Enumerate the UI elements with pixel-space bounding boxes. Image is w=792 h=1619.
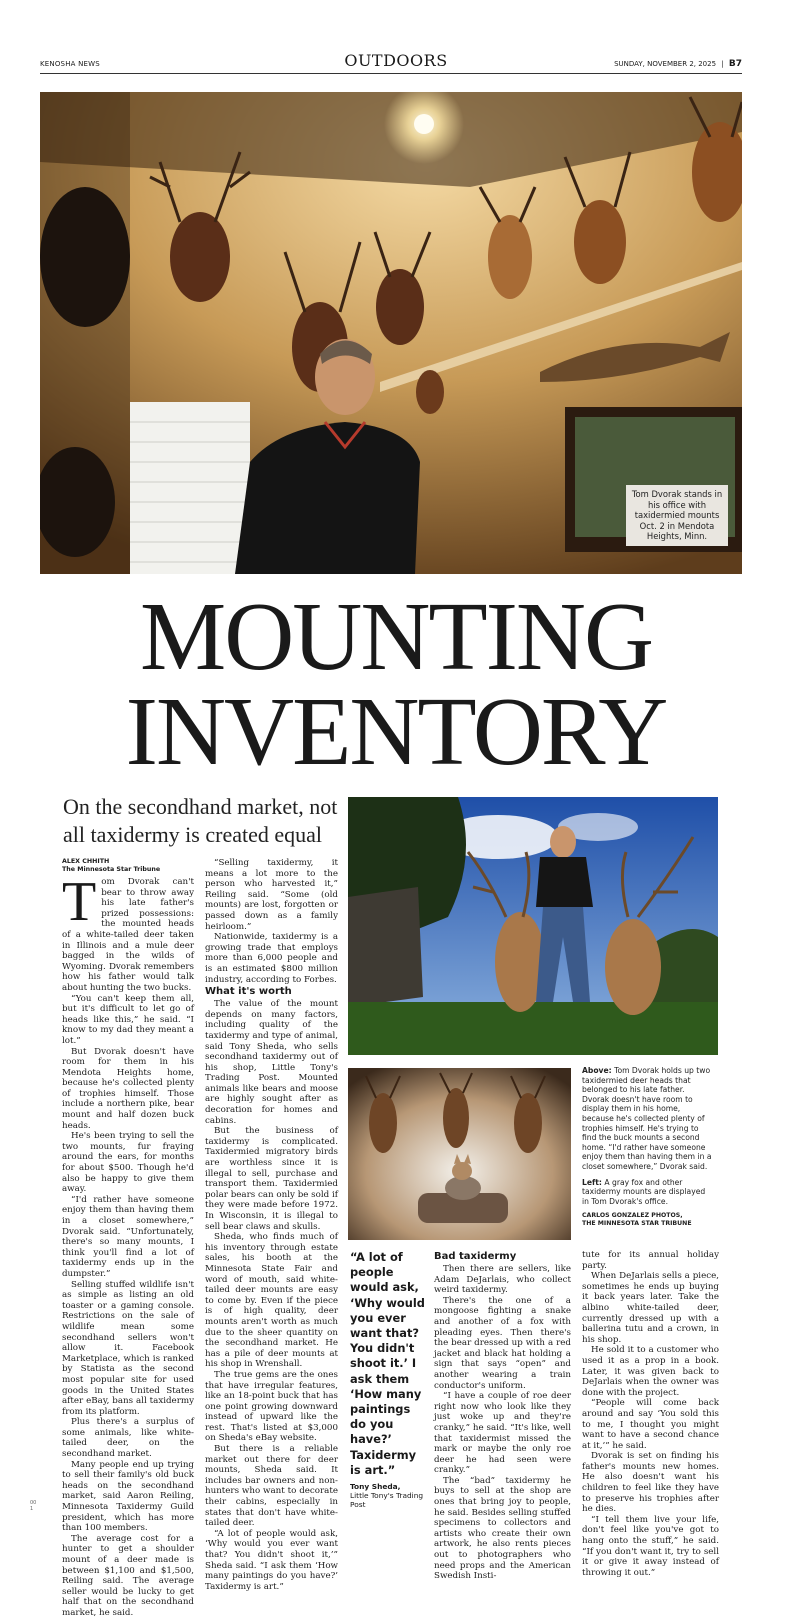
article-column-1: [62, 858, 194, 1619]
article-paragraph: The value of the mount depends on many factors, including quality of the taxidermy and type of animal, said Tony Sheda, who sells secondhand taxidermy out of his shop, Little Tony's Trading Post. Mounted animals like bears and moose are highly sought after as decoration for homes and cabins.: [205, 999, 338, 1126]
caption-left: [582, 1178, 714, 1207]
caption-text-above: Tom Dvorak holds up two taxidermied deer heads that belonged to his late father. Dvorak doesn't have room to display them in his home, because he's collected plenty of trophies himself. He's trying to find the buck mounts a second home. “I'd rather have someone enjoy them than having them in a closet somewhere,” Dvorak said.: [582, 1066, 712, 1171]
separator: |: [721, 60, 724, 68]
article-paragraph: “You can't keep them all, but it's difficult to let go of heads like this,” he said. “I know to my dad they meant a lot.”: [62, 993, 194, 1046]
caption-label-left: Left:: [582, 1177, 602, 1187]
article-paragraph: Then there are sellers, like Adam DeJarlais, who collect weird taxidermy.: [434, 1264, 571, 1296]
headline-line-1: MOUNTING: [139, 583, 653, 690]
article-paragraph: The average cost for a hunter to get a shoulder mount of a deer made is between $1,100 and $1,500, Reiling said. The average seller would be lucky to get half that on the secondhand market, he said.: [62, 1533, 194, 1618]
article-paragraph: Sheda, who finds much of his inventory through estate sales, his booth at the Minnesota State Fair and word of mouth, said white-tailed deer mounts are easy to come by. Even if the piece is of high quality, deer mounts aren't worth as much due to the sheer quantity on the secondhand market. He has a pile of deer mounts at his shop in Wrenshall.: [205, 1232, 338, 1370]
subhead-what-its-worth: What it's worth: [205, 986, 292, 998]
article-paragraph: “Selling taxidermy, it means a lot more to the person who harvested it,” Reiling said. “Some (old mounts) are lost, forgotten or passed down as a family heirloom.”: [205, 858, 338, 932]
article-paragraph: “I'd rather have someone enjoy them than having them in a closet somewhere,” Dvorak said. “Unfortunately, there's so many mounts, I think you'll find a lot of taxidermy ends up in the dumpster.”: [62, 1194, 194, 1279]
newspaper-name: KENOSHA NEWS: [40, 60, 100, 68]
pull-quote: “A lot of people would ask, ‘Why would you ever want that? You didn't shoot it.’ I ask them ‘How many paintings do you have?’ Taxidermy is art.”: [350, 1250, 425, 1477]
drop-cap: T: [62, 871, 97, 933]
photo-credit-line-1: CARLOS GONZALEZ PHOTOS,: [582, 1212, 683, 1220]
article-paragraph: [62, 871, 194, 994]
hero-caption: Tom Dvorak stands in his office with taxidermied mounts Oct. 2 in Mendota Heights, Minn.: [626, 485, 728, 546]
article-column-2: [205, 858, 338, 1592]
article-paragraph: Nationwide, taxidermy is a growing trade that employs more than 6,000 people and is an estimated $800 million industry, according to Forbes.: [205, 932, 338, 985]
article-column-3: [434, 1250, 571, 1582]
article-paragraph: “I tell them live your life, don't feel like you've got to hang onto the stuff,” he said. “If you don't want it, try to sell it or give it away instead of throwing it out.”: [582, 1514, 719, 1578]
article-paragraph: Dvorak is set on finding his father's mounts new homes. He also doesn't want his children to feel like they have to preserve his trophies after he dies.: [582, 1451, 719, 1515]
caption-text-left: A gray fox and other taxidermy mounts are displayed in Tom Dvorak's office.: [582, 1177, 706, 1206]
issue-date: SUNDAY, NOVEMBER 2, 2025: [614, 60, 717, 68]
photo-gray-fox: [348, 1068, 571, 1240]
header-rule: [40, 73, 742, 74]
caption-above: [582, 1066, 714, 1172]
pull-quote-title: Little Tony's Trading Post: [350, 1491, 424, 1510]
article-text: om Dvorak can't bear to throw away his late father's prized possessions: the mounted heads of a white-tailed deer taken in Illinois and a mule deer bagged in the wilds of Wyoming. Dvorak remembers how his father would talk about hunting the two bucks.: [62, 877, 194, 993]
deck-subheadline: On the secondhand market, not all taxidermy is created equal: [63, 794, 338, 847]
article-paragraph: “A lot of people would ask, ‘Why would you ever want that? You didn't shoot it,’” Sheda said. “I ask them ‘How many paintings do you have?’ Taxidermy is art.”: [205, 1528, 338, 1592]
pull-quote-name: Tony Sheda,: [350, 1482, 401, 1491]
article-paragraph: The true gems are the ones that have irregular features, like an 18-point buck that has one point growing downward instead of upward like the rest. That's listed at $3,000 on Sheda's eBay website.: [205, 1369, 338, 1444]
byline-outlet: The Minnesota Star Tribune: [62, 866, 161, 873]
caption-label-above: Above:: [582, 1066, 612, 1075]
photo-credit-line-2: THE MINNESOTA STAR TRIBUNE: [582, 1220, 692, 1228]
photo-captions: [582, 1066, 714, 1228]
article-paragraph: Many people end up trying to sell their family's old buck heads on the secondhand market, said Aaron Reiling, Minnesota Taxidermy Guild president, which has more than 100 members.: [62, 1459, 194, 1534]
article-paragraph: There's the one of a mongoose fighting a snake and another of a fox with pleading eyes. Then there's the bear dressed up with a red jacket and black hat holding a sign that says “open” and another wearing a train conductor's uniform.: [434, 1295, 571, 1391]
headline-line-2: INVENTORY: [125, 678, 667, 785]
article-column-4: [582, 1250, 719, 1578]
pull-quote-attribution: [350, 1482, 426, 1510]
page-number: B7: [728, 59, 742, 69]
folio-line-2: 1: [30, 1506, 34, 1512]
article-paragraph: He sold it to a customer who used it as a prop in a book. Later, it was given back to DeJarlais when the owner was done with the project.: [582, 1345, 719, 1398]
article-paragraph: He's been trying to sell the two mounts, fur fraying around the ears, for months for about $500. Though he'd also be happy to give them away.: [62, 1131, 194, 1195]
fox-illustration: [348, 1068, 571, 1240]
photo-dvorak-deer-heads: [348, 797, 718, 1055]
article-paragraph: But the business of taxidermy is complicated. Taxidermied migratory birds are worthless since it is illegal to sell, purchase and transport them. Taxidermied polar bears can only be sold if they were made before 1972. In Wisconsin, it is illegal to sell bear claws and skulls.: [205, 1126, 338, 1232]
date-page-line: [614, 59, 742, 69]
folio-line-1: 00: [30, 1500, 37, 1506]
photo-credit: [582, 1212, 714, 1228]
article-paragraph: tute for its annual holiday party.: [582, 1250, 719, 1271]
article-paragraph: Plus there's a surplus of some animals, like white-tailed deer, on the secondhand market.: [62, 1417, 194, 1460]
article-paragraph: “I have a couple of roe deer right now who look like they just woke up and they're cranky,” he said. “It's like, well that taxidermist missed the mark or maybe the only roe deer he had seen were cranky.”: [434, 1391, 571, 1476]
subhead-bad-taxidermy: Bad taxidermy: [434, 1251, 517, 1262]
article-paragraph: But there is a reliable market out there for deer mounts, Sheda said. It includes bar owners and non-hunters who want to decorate their cabins, especially in states that don't have white-tailed deer.: [205, 1444, 338, 1529]
article-paragraph: But Dvorak doesn't have room for them in his Mendota Heights home, because he's collected plenty of trophies himself. Those include a northern pike, bear mount and half dozen buck heads.: [62, 1046, 194, 1131]
article-paragraph: Selling stuffed wildlife isn't as simple as listing an old toaster or a gaming console. Restrictions on the sale of wildlife mean some secondhand sellers won't allow it. Facebook Marketplace, which is ranked by Statista as the second most popular site for used goods in the United States after eBay, bans all taxidermy from its platform.: [62, 1279, 194, 1417]
article-paragraph: The “bad” taxidermy he buys to sell at the shop are ones that bring joy to people, he said. Besides selling stuffed specimens to collectors and artists who create their own artwork, he also rents pieces out to photographers who need props and the American Swedish Insti-: [434, 1475, 571, 1582]
byline: [62, 858, 194, 874]
folio-mark: [30, 1500, 36, 1512]
section-title: OUTDOORS: [344, 51, 448, 70]
article-paragraph: When DeJarlais sells a piece, sometimes he ends up buying it back years later. Take the albino white-tailed deer, currently dressed up with a ballerina tutu and a crown, in his shop.: [582, 1271, 719, 1345]
deer-heads-illustration: [348, 797, 718, 1055]
byline-author: ALEX CHHITH: [62, 858, 110, 865]
article-paragraph: “People will come back around and say ‘You sold this to me, I thought you might want to have a second chance at it,’” he said.: [582, 1398, 719, 1451]
